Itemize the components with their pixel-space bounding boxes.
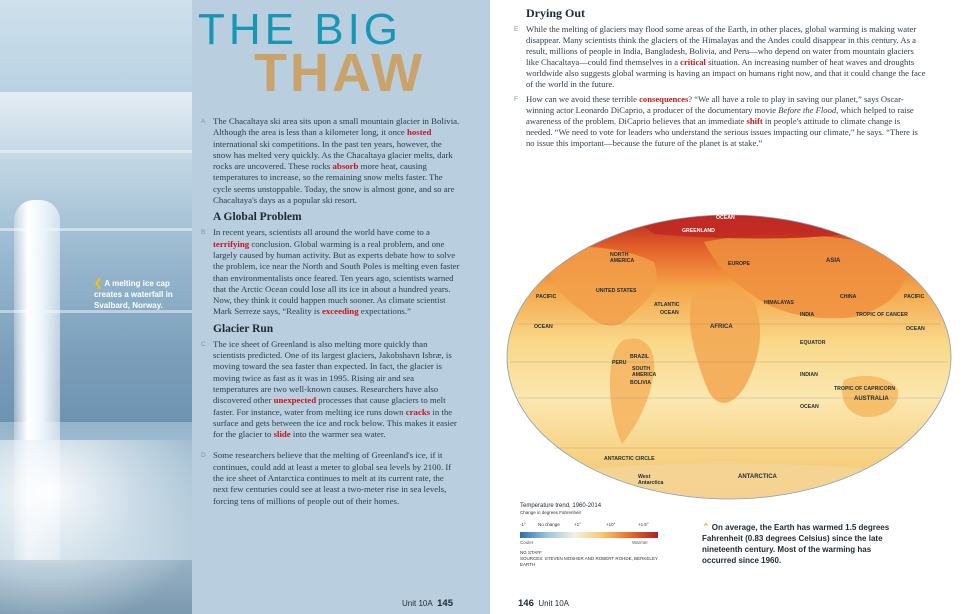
glacier-waterfall-photo bbox=[0, 0, 192, 614]
right-page bbox=[490, 0, 968, 614]
left-text-column bbox=[201, 116, 461, 507]
world-map-graphic bbox=[504, 212, 954, 502]
legend-subtitle: Change in degrees Fahrenheit bbox=[520, 510, 581, 515]
title-line-1: THE BIG bbox=[198, 5, 403, 54]
right-text-column bbox=[514, 24, 926, 153]
paragraph-d: D Some researchers believe that the melting of Greenland's ice, if it continues, could add at least a meter to global sea levels by 2100. If the ice sheet of Antarctica continues to melt at its current rate, the next few centuries could see at least a two-meter rise in sea levels, forcing tens of millions of people out of their homes. bbox=[201, 450, 452, 506]
map-label: AFRICA bbox=[710, 324, 733, 330]
page-folio-left: Unit 10A 145 bbox=[402, 598, 453, 609]
heading-drying-out: Drying Out bbox=[526, 6, 586, 20]
map-label: ANTARCTIC CIRCLE bbox=[604, 456, 655, 462]
heading-glacier-run: Glacier Run bbox=[213, 322, 274, 335]
map-label: GREENLAND bbox=[682, 228, 715, 234]
vocab-word: hosted bbox=[406, 127, 432, 138]
legend-tick: +1° bbox=[574, 522, 581, 527]
legend-tick: +10° bbox=[606, 522, 616, 527]
map-label: TROPIC OF CAPRICORN bbox=[834, 386, 896, 392]
chevron-up-icon: ⌃ bbox=[702, 522, 710, 532]
map-label: OCEAN bbox=[534, 324, 553, 330]
map-label: ANTARCTICA bbox=[738, 474, 777, 480]
map-label: ARCTIC bbox=[626, 215, 646, 221]
paragraph-c: C The ice sheet of Greenland is also melting more quickly than scientists predicted. One of its largest glaciers, Jakobshavn Isbræ, is moving toward the sea faster than expected. In fact, the glacier is moving twice as fast as it was in 1995. Rising air and sea temperatures are two well-known causes. Researchers have also discovered other unexpected processes that cause glaciers to melt faster. For instance, water from melting ice runs down cracks in the surface and gets between the ice and rock below. This makes it easier for the glacier to slide into the warmer sea water. bbox=[201, 338, 457, 440]
paragraph-e: E While the melting of glaciers may flood some areas of the Earth, in other places, global warming is making water disappear. Many scientists think the glaciers of the Himalayas and the Andes could disappear in this century. As a result, millions of people in India, Bangladesh, Bolivia, and Peru—who depend on water from mountain glaciers like Chacaltaya—could find themselves in a critical situation. An increasing number of heat waves and droughts worldwide also suggests global warming is having an impact on humans right now, and that it could change the face of the world in the future. bbox=[514, 24, 926, 89]
chevron-left-icon: ❮ bbox=[94, 278, 103, 289]
vocab-word: consequences bbox=[639, 94, 689, 104]
map-label: ASIA bbox=[826, 258, 841, 264]
paragraph-f: F How can we avoid these terrible consequences? “We all have a role to play in saving our planet,” says Oscar-winning actor Leonardo DiCaprio, a producer of the documentary movie Before the Flood, which helped to raise awareness of the problem. DiCaprio believes that an immediate shift in people's attitude to climate change is needed. “We need to vote for leaders who understand the serious issues impacting our climate,” he says. “There is no issue this important—because the future of the planet is at stake.” bbox=[514, 94, 918, 148]
legend-tick: +1.5° bbox=[638, 522, 649, 527]
map-label: SOUTH AMERICA bbox=[632, 366, 657, 378]
temperature-trend-map bbox=[504, 212, 954, 502]
map-label: UNITED STATES bbox=[596, 288, 637, 294]
vocab-word: absorb bbox=[332, 161, 359, 172]
map-label: OCEAN bbox=[716, 215, 735, 221]
title-line-2: THAW bbox=[254, 43, 425, 103]
photo-caption: ❮ A melting ice cap creates a waterfall in Svalbard, Norway. bbox=[94, 278, 173, 310]
vocab-word: slide bbox=[273, 429, 291, 440]
map-label: ATLANTIC bbox=[654, 302, 680, 308]
legend-tick: -1° bbox=[520, 522, 526, 527]
legend-credit: NG STAFF bbox=[520, 550, 542, 555]
vocab-word: terrifying bbox=[213, 238, 250, 249]
paragraph-a: A The Chacaltaya ski area sits upon a small mountain glacier in Bolivia. Although the area is less than a kilometer long, it once hosted international ski competitions. In the past ten years, however, the snow has melted very quickly. As the Chacaltaya glacier melts, dark rocks are uncovered. These rocks absorb more heat, causing temperatures to increase, so the remaining snow melts faster. The cycle seems unstoppable. Today, the snow is almost gone, and so are Chacaltaya's days as a popular ski resort. bbox=[201, 116, 460, 206]
vocab-word: unexpected bbox=[273, 395, 317, 406]
map-label: West Antarctica bbox=[638, 474, 664, 486]
map-label: BRAZIL bbox=[630, 354, 650, 360]
vocab-word: critical bbox=[680, 57, 706, 67]
water-spray bbox=[0, 440, 192, 614]
legend-title: Temperature trend, 1960-2014 bbox=[520, 503, 602, 509]
map-label: EQUATOR bbox=[800, 340, 826, 346]
legend-ends bbox=[520, 540, 670, 548]
map-label: OCEAN bbox=[800, 404, 819, 410]
legend-warmer: Warmer bbox=[632, 540, 648, 545]
legend-cooler: Cooler bbox=[520, 540, 534, 545]
map-label: NORTH AMERICA bbox=[610, 252, 635, 264]
map-label: AUSTRALIA bbox=[854, 396, 889, 402]
map-label: HIMALAYAS bbox=[764, 300, 794, 306]
map-caption: ⌃ On average, the Earth has warmed 1.5 degrees Fahrenheit (0.83 degrees Celsius) since the late nineteenth century. Most of the warming has occurred since 1960. bbox=[702, 522, 890, 565]
map-label: EUROPE bbox=[728, 261, 750, 267]
page-folio-right: 146 Unit 10A bbox=[518, 598, 569, 609]
heading-global-problem: A Global Problem bbox=[213, 211, 302, 224]
map-label: PACIFIC bbox=[536, 294, 557, 300]
map-label: INDIAN bbox=[800, 372, 818, 378]
map-label: PACIFIC bbox=[904, 294, 925, 300]
map-label: CHINA bbox=[840, 294, 857, 300]
map-label: TROPIC OF CANCER bbox=[856, 312, 908, 318]
legend-color-bar bbox=[520, 532, 658, 538]
film-title: Before the Flood bbox=[778, 105, 837, 115]
vocab-word: exceeding bbox=[321, 306, 359, 317]
map-label: BOLIVIA bbox=[630, 380, 652, 386]
map-label: PERU bbox=[612, 360, 627, 366]
map-legend bbox=[520, 502, 670, 568]
legend-tick: No change bbox=[538, 522, 560, 527]
map-label: OCEAN bbox=[660, 310, 679, 316]
legend-ticks bbox=[520, 522, 670, 531]
paragraph-b: B In recent years, scientists all around the world have come to a terrifying conclusion. Global warming is a real problem, and one largely caused by human activity. But as experts debate how to solve the problem, ice near the North and South Poles is melting even faster than environmentalists once feared. Ten years ago, scientists warned that the Arctic Ocean could lose all its ice in about a hundred years. Now, they think it could happen much sooner. As climate scientist Mark Serreze says, “Reality is exceeding expectations.” bbox=[201, 227, 460, 317]
vocab-word: shift bbox=[746, 116, 763, 126]
vocab-word: cracks bbox=[405, 406, 431, 417]
legend-sources: SOURCES: STEVEN MOSHER AND ROBERT ROHDE, BERKELEY EARTH bbox=[520, 556, 658, 567]
ice-layer bbox=[0, 150, 192, 153]
map-label: OCEAN bbox=[906, 326, 925, 332]
map-label: INDIA bbox=[800, 312, 815, 318]
